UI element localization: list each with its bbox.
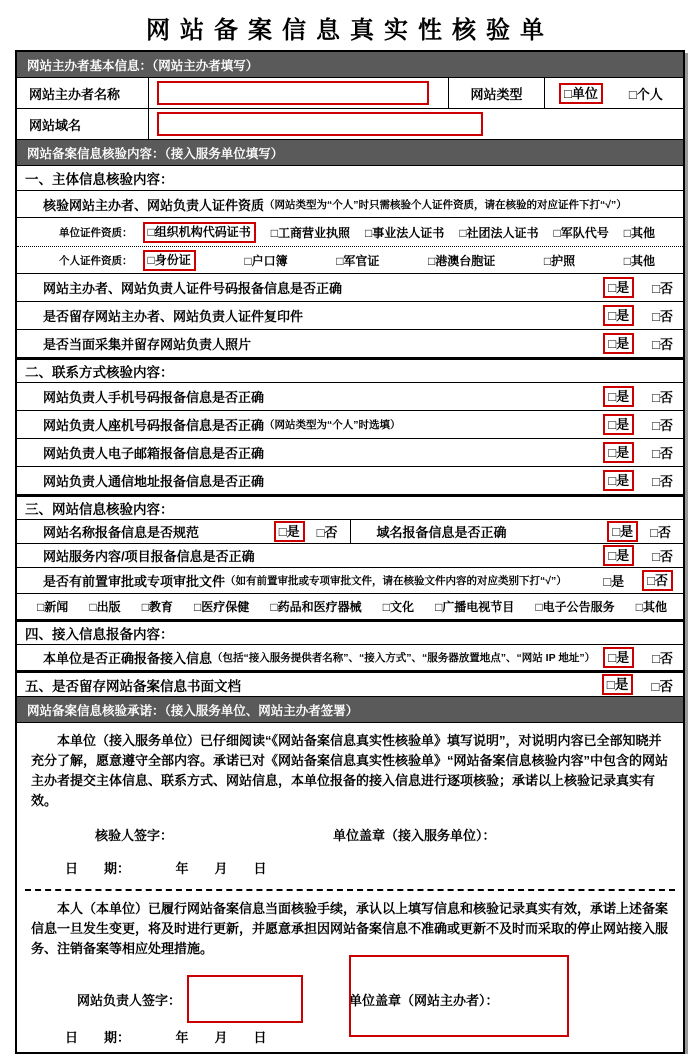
row-cert-note <box>17 191 683 218</box>
personal-cert-hk-macao-taiwan-checkbox[interactable]: □港澳台胞证 <box>428 253 496 268</box>
preapproval-no-checkbox[interactable]: □否 <box>642 570 673 591</box>
host-name-input[interactable] <box>157 81 429 105</box>
unit-cert-label: 单位证件资质： <box>59 226 133 239</box>
subsection-title-2-label: 二、联系方式核验内容： <box>25 365 174 380</box>
row-address-correct <box>17 467 683 495</box>
row-landline-correct <box>17 411 683 439</box>
row-mobile-correct <box>17 383 683 411</box>
category-drugs-devices-checkbox[interactable]: □药品和医疗器械 <box>270 600 362 614</box>
category-publishing-checkbox[interactable]: □出版 <box>89 600 121 614</box>
cert-number-no-checkbox[interactable]: □否 <box>652 281 673 296</box>
personal-cert-options <box>133 250 684 271</box>
section-header-verify-content-label: 网站备案信息核验内容：（接入服务单位填写） <box>27 146 284 161</box>
address-correct-label: 网站负责人通信地址报备信息是否正确 <box>43 474 265 489</box>
category-other-checkbox[interactable]: □其他 <box>635 600 667 614</box>
personal-cert-passport-checkbox[interactable]: □护照 <box>543 253 576 268</box>
unit-cert-other-checkbox[interactable]: □其他 <box>623 225 655 240</box>
promise-section <box>17 731 683 1052</box>
responsible-signature-box[interactable] <box>187 975 303 1023</box>
verification-form-table <box>15 50 685 1054</box>
domain-check-half <box>351 520 684 543</box>
row-photo-collected <box>17 330 683 358</box>
host-stamp-box[interactable] <box>349 955 569 1037</box>
subsection-title-3-label: 三、网站信息核验内容： <box>25 502 174 517</box>
photo-no-checkbox[interactable]: □否 <box>652 337 673 352</box>
isp-date-line: 日 期： 年 月 日 <box>65 861 267 876</box>
row-sitename-domain-check <box>17 520 683 544</box>
paper-archive-no-checkbox[interactable]: □否 <box>651 678 673 694</box>
category-news-checkbox[interactable]: □新闻 <box>37 600 69 614</box>
photo-yes-checkbox[interactable]: □是 <box>603 333 634 354</box>
personal-cert-household-checkbox[interactable]: □户口簿 <box>244 253 288 268</box>
isp-stamp-label: 单位盖章（接入服务单位）： <box>333 828 496 843</box>
sitename-check-label: 网站名称报备信息是否规范 <box>43 525 200 540</box>
subsection-title-1-label: 一、主体信息核验内容： <box>25 172 174 187</box>
personal-cert-label: 个人证件资质： <box>59 254 133 267</box>
landline-correct-note: （网站类型为“个人”时选填） <box>264 419 401 431</box>
host-stamp-label: 单位盖章（网站主办者）： <box>349 992 499 1008</box>
site-type-personal-checkbox[interactable]: □个人 <box>628 86 663 102</box>
preapproval-label: 是否有前置审批或专项审批文件 <box>43 574 226 589</box>
personal-cert-military-officer-checkbox[interactable]: □军官证 <box>336 253 380 268</box>
service-yes-checkbox[interactable]: □是 <box>603 545 634 566</box>
landline-correct-label: 网站负责人座机号码报备信息是否正确 <box>43 418 265 433</box>
category-education-checkbox[interactable]: □教育 <box>141 600 173 614</box>
site-domain-label: 网站域名 <box>17 109 149 139</box>
site-type-label: 网站类型 <box>449 78 545 108</box>
address-no-checkbox[interactable]: □否 <box>652 474 673 489</box>
access-info-note: （包括“接入服务提供者名称”、“接入方式”、“服务器放置地点”、“网站 IP 地址”） <box>212 652 596 664</box>
mobile-correct-label: 网站负责人手机号码报备信息是否正确 <box>43 390 265 405</box>
section-header-promise-label: 网站备案信息核验承诺：（接入服务单位、网站主办者签署） <box>27 703 359 718</box>
row-personal-certs <box>17 247 683 274</box>
row-host-name <box>17 78 683 109</box>
sitename-yes-checkbox[interactable]: □是 <box>274 521 305 542</box>
paper-archive-label: 五、是否留存网站备案信息书面文档 <box>25 678 241 694</box>
paper-archive-yes-checkbox[interactable]: □是 <box>602 674 634 695</box>
access-yes-checkbox[interactable]: □是 <box>603 647 634 668</box>
unit-cert-military-checkbox[interactable]: □军队代号 <box>553 225 609 240</box>
email-yes-checkbox[interactable]: □是 <box>603 442 634 463</box>
mobile-yes-checkbox[interactable]: □是 <box>603 386 634 407</box>
unit-cert-business-license-checkbox[interactable]: □工商营业执照 <box>270 225 350 240</box>
service-no-checkbox[interactable]: □否 <box>652 549 673 564</box>
domain-check-label: 域名报备信息是否正确 <box>376 525 507 540</box>
row-unit-certs <box>17 218 683 247</box>
unit-cert-options <box>133 222 684 243</box>
subsection-title-4-label: 四、接入信息报备内容： <box>25 627 174 642</box>
access-no-checkbox[interactable]: □否 <box>652 651 673 666</box>
responsible-signature-label: 网站负责人签字： <box>77 992 182 1008</box>
domain-yes-checkbox[interactable]: □是 <box>607 521 638 542</box>
subsection-title-1 <box>17 166 683 191</box>
email-correct-label: 网站负责人电子邮箱报备信息是否正确 <box>43 446 265 461</box>
row-preapproval <box>17 568 683 594</box>
subsection-title-3 <box>17 495 683 520</box>
cert-note-sub: （网站类型为“个人”时只需核验个人证件资质，请在核验的对应证件下打“√”） <box>264 198 627 211</box>
row-cert-copy-kept <box>17 302 683 330</box>
sitename-no-checkbox[interactable]: □否 <box>316 525 338 540</box>
subsection-title-4 <box>17 620 683 645</box>
section-header-verify-content <box>17 140 683 166</box>
category-broadcast-tv-checkbox[interactable]: □广播电视节目 <box>435 600 515 614</box>
email-no-checkbox[interactable]: □否 <box>652 446 673 461</box>
cert-copy-kept-label: 是否留存网站主办者、网站负责人证件复印件 <box>43 309 304 324</box>
mobile-no-checkbox[interactable]: □否 <box>652 390 673 405</box>
row-preapproval-categories <box>17 594 683 620</box>
unit-cert-association-checkbox[interactable]: □社团法人证书 <box>459 225 539 240</box>
row-service-content-correct <box>17 544 683 568</box>
verifier-signature-label: 核验人签字： <box>95 828 174 843</box>
cert-number-correct-label: 网站主办者、网站负责人证件号码报备信息是否正确 <box>43 281 343 296</box>
promise-paragraph-host: 本人（本单位）已履行网站备案信息当面核验手续，承认以上填写信息和核验记录真实有效，承诺上述备案信息一旦发生变更，将及时进行更新，并愿意承担因网站备案信息不准确或更新不及时而采取的停止网站接入服务、注销备案等相应处理措施。 <box>31 901 669 956</box>
service-content-label: 网站服务内容/项目报备信息是否正确 <box>43 549 255 564</box>
address-yes-checkbox[interactable]: □是 <box>603 470 634 491</box>
host-date-line: 日 期： 年 月 日 <box>65 1030 267 1045</box>
category-bbs-checkbox[interactable]: □电子公告服务 <box>535 600 615 614</box>
sitename-check-half <box>17 520 351 543</box>
site-type-unit-checkbox[interactable]: □单位 <box>559 83 603 104</box>
row-paper-archive-kept <box>17 671 683 697</box>
site-type-options <box>545 78 683 108</box>
host-name-cell <box>149 78 449 108</box>
landline-yes-checkbox[interactable]: □是 <box>603 414 634 435</box>
promise-paragraph-isp: 本单位（接入服务单位）已仔细阅读“《网站备案信息真实性核验单》填写说明”，对说明内容已全部知晓并充分了解，愿意遵守全部内容。承诺已对《网站备案信息真实性核验单》“网站备案信息核验内容”中包含的网站主办者提交主体信息、联系方式、网站信息，本单位报备的接入信息进行逐项核验；承诺以上核验记录真实有效。 <box>31 733 669 808</box>
cert-copy-no-checkbox[interactable]: □否 <box>652 309 673 324</box>
preapproval-note: （如有前置审批或专项审批文件，请在核验文件内容的对应类别下打“√”） <box>225 575 567 587</box>
page-title: 网站备案信息真实性核验单 <box>146 18 554 44</box>
row-email-correct <box>17 439 683 467</box>
personal-cert-other-checkbox[interactable]: □其他 <box>623 253 655 268</box>
cert-copy-yes-checkbox[interactable]: □是 <box>603 305 634 326</box>
personal-cert-id-card-checkbox[interactable]: □身份证 <box>143 250 196 271</box>
section-header-basic-info-label: 网站主办者基本信息：（网站主办者填写） <box>27 58 259 73</box>
access-info-label: 本单位是否正确报备接入信息 <box>43 651 213 666</box>
host-sign-row <box>17 971 683 1027</box>
landline-no-checkbox[interactable]: □否 <box>652 418 673 433</box>
domain-no-checkbox[interactable]: □否 <box>650 525 671 540</box>
category-culture-checkbox[interactable]: □文化 <box>382 600 414 614</box>
site-domain-cell <box>149 109 683 139</box>
host-name-label: 网站主办者名称 <box>17 78 149 108</box>
unit-cert-org-code-checkbox[interactable]: □组织机构代码证书 <box>143 222 256 243</box>
subsection-title-2 <box>17 358 683 383</box>
unit-cert-institution-checkbox[interactable]: □事业法人证书 <box>365 225 445 240</box>
cert-note-main: 核验网站主办者、网站负责人证件资质 <box>43 197 265 213</box>
row-access-info-correct <box>17 645 683 671</box>
preapproval-yes-checkbox[interactable]: □是 <box>603 574 625 589</box>
isp-sign-row <box>17 825 683 844</box>
row-site-domain <box>17 109 683 140</box>
dashed-divider <box>25 889 675 891</box>
section-header-promise <box>17 697 683 723</box>
cert-number-yes-checkbox[interactable]: □是 <box>603 277 634 298</box>
row-cert-number-correct <box>17 274 683 302</box>
category-healthcare-checkbox[interactable]: □医疗保健 <box>194 600 250 614</box>
preapproval-category-options <box>17 598 683 615</box>
photo-collected-label: 是否当面采集并留存网站负责人照片 <box>43 337 252 352</box>
site-domain-input[interactable] <box>157 112 483 136</box>
section-header-basic-info <box>17 52 683 78</box>
